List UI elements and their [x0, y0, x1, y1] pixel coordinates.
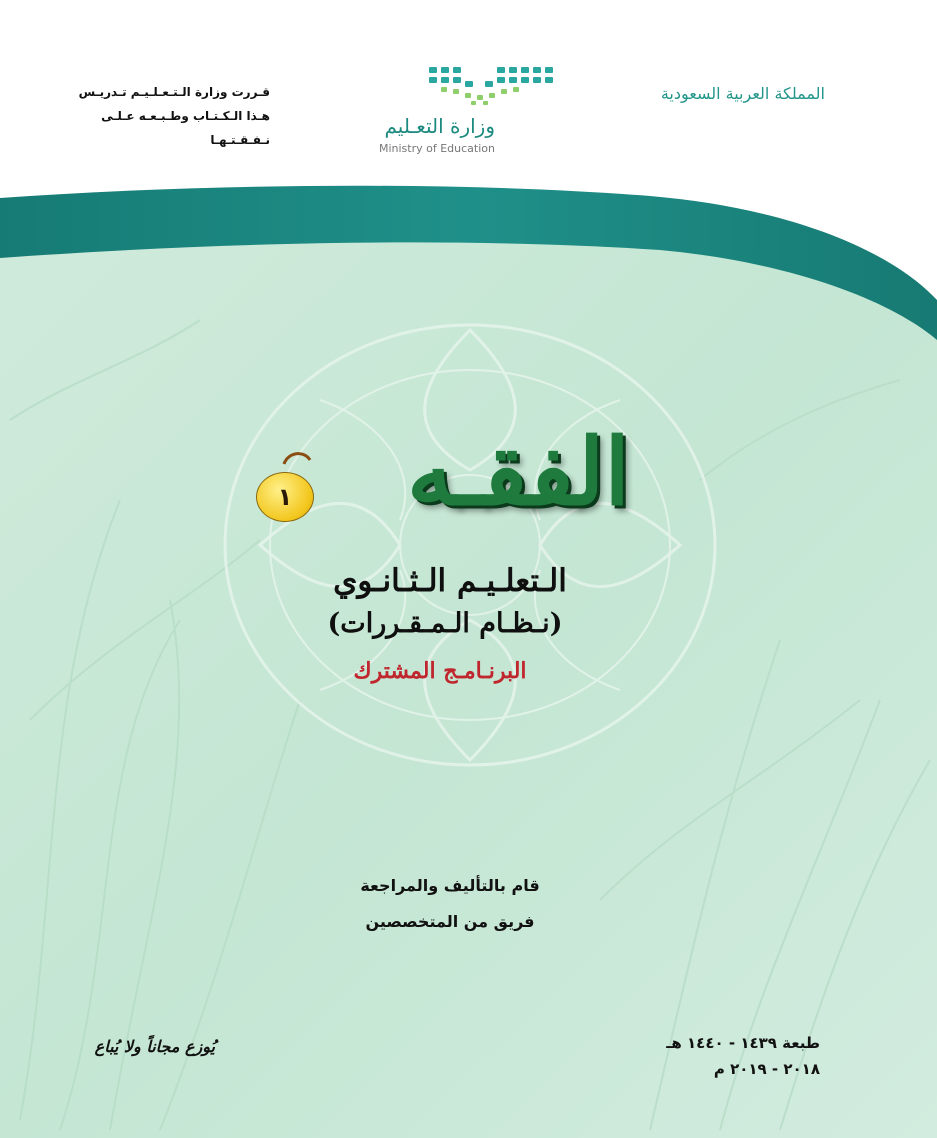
- approval-statement: [55, 80, 270, 152]
- kingdom-name: المملكة العربية السعودية: [660, 84, 825, 103]
- edition-gregorian: ٢٠١٨ - ٢٠١٩ م: [713, 1060, 820, 1078]
- education-level: الـتعلـيـم الـثـانـوي: [333, 563, 567, 599]
- credits-line-2: فريق من المتخصصين: [365, 912, 535, 931]
- approval-line-1: قـررت وزارة الـتـعـلـيـم تـدريـس: [78, 85, 270, 99]
- courses-system: (نـظـام الـمـقـررات): [327, 608, 563, 639]
- approval-line-2: هـذا الـكـتـاب وطـبـعـه عـلـى نـفـقـتـهـا: [101, 109, 270, 147]
- edition-hijri: طبعة ١٤٣٩ - ١٤٤٠ هـ: [666, 1034, 820, 1052]
- credits-line-1: قام بالتأليف والمراجعة: [360, 876, 540, 895]
- program-name: البرنـامـج المشترك: [353, 658, 527, 684]
- free-distribution-note: يُوزع مجاناً ولا يُباع: [94, 1037, 215, 1056]
- ministry-name-english: Ministry of Education: [378, 142, 495, 155]
- edition-info: [605, 1030, 820, 1082]
- volume-badge: ١: [256, 472, 314, 522]
- book-title: الفقـه: [407, 418, 630, 526]
- ministry-name-arabic: وزارة التعـليم: [384, 114, 495, 138]
